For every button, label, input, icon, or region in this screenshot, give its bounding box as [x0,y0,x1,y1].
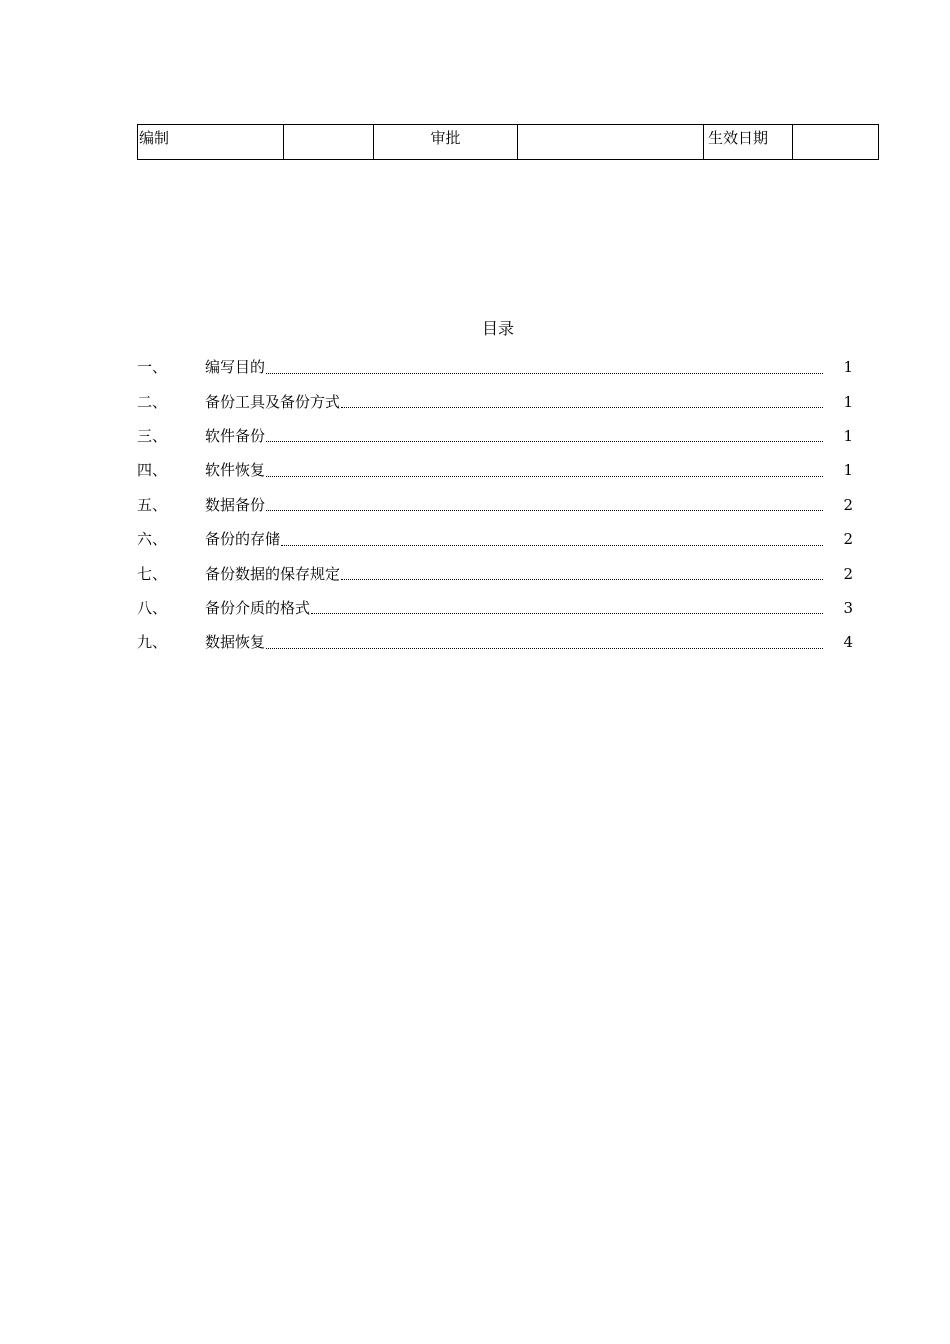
toc-dot-leader [341,579,823,580]
toc-entry-title: 备份介质的格式 [205,598,311,617]
toc-entry-page: 1 [843,392,853,411]
toc-entry[interactable] [137,384,853,418]
toc-entry-number: 二、 [137,392,168,411]
toc-entry-page: 1 [843,358,853,377]
toc-dot-leader [311,613,823,614]
effective-date-label: 生效日期 [704,125,793,160]
toc-entry-title: 软件恢复 [205,461,266,480]
toc-entry-number: 八、 [137,598,168,617]
approval-table [137,124,879,160]
toc-title: 目录 [481,319,514,338]
toc-entry[interactable] [137,488,853,522]
toc-dot-leader [266,441,823,442]
toc-entry[interactable] [137,625,853,659]
effective-date-value-cell [793,125,879,160]
toc-entry-title: 数据恢复 [205,633,266,652]
toc-dot-leader [266,510,823,511]
toc-entry[interactable] [137,453,853,487]
toc-entry-number: 六、 [137,530,168,549]
toc-dot-leader [266,373,823,374]
toc-entry-title: 备份的存储 [205,530,281,549]
toc-entry-number: 四、 [137,461,168,480]
toc-dot-leader [281,545,823,546]
toc-entry-page: 2 [843,495,853,514]
approve-value-cell [518,125,704,160]
toc-entry-number: 三、 [137,426,168,445]
toc-entry[interactable] [137,522,853,556]
toc-entry-page: 4 [843,633,853,652]
toc-dot-leader [266,648,823,649]
toc-entry-title: 数据备份 [205,495,266,514]
approve-label: 审批 [374,125,518,160]
toc-entry-page: 2 [843,530,853,549]
toc-entry-page: 2 [843,564,853,583]
toc-entry[interactable] [137,350,853,384]
toc-entry-title: 软件备份 [205,426,266,445]
toc-entry-title: 备份工具及备份方式 [205,392,341,411]
toc-list [137,350,853,660]
toc-entry-number: 一、 [137,358,168,377]
compile-label: 编制 [138,125,284,160]
toc-entry-page: 1 [843,426,853,445]
toc-dot-leader [341,407,823,408]
toc-entry-number: 五、 [137,495,168,514]
toc-entry[interactable] [137,591,853,625]
toc-entry-title: 编写目的 [205,358,266,377]
toc-entry-page: 1 [843,461,853,480]
toc-entry-number: 七、 [137,564,168,583]
toc-entry-title: 备份数据的保存规定 [205,564,341,583]
toc-entry[interactable] [137,419,853,453]
toc-entry-number: 九、 [137,633,168,652]
compile-value-cell [284,125,374,160]
toc-entry-page: 3 [843,598,853,617]
toc-entry[interactable] [137,556,853,590]
approval-row [138,125,879,160]
toc-dot-leader [266,476,823,477]
